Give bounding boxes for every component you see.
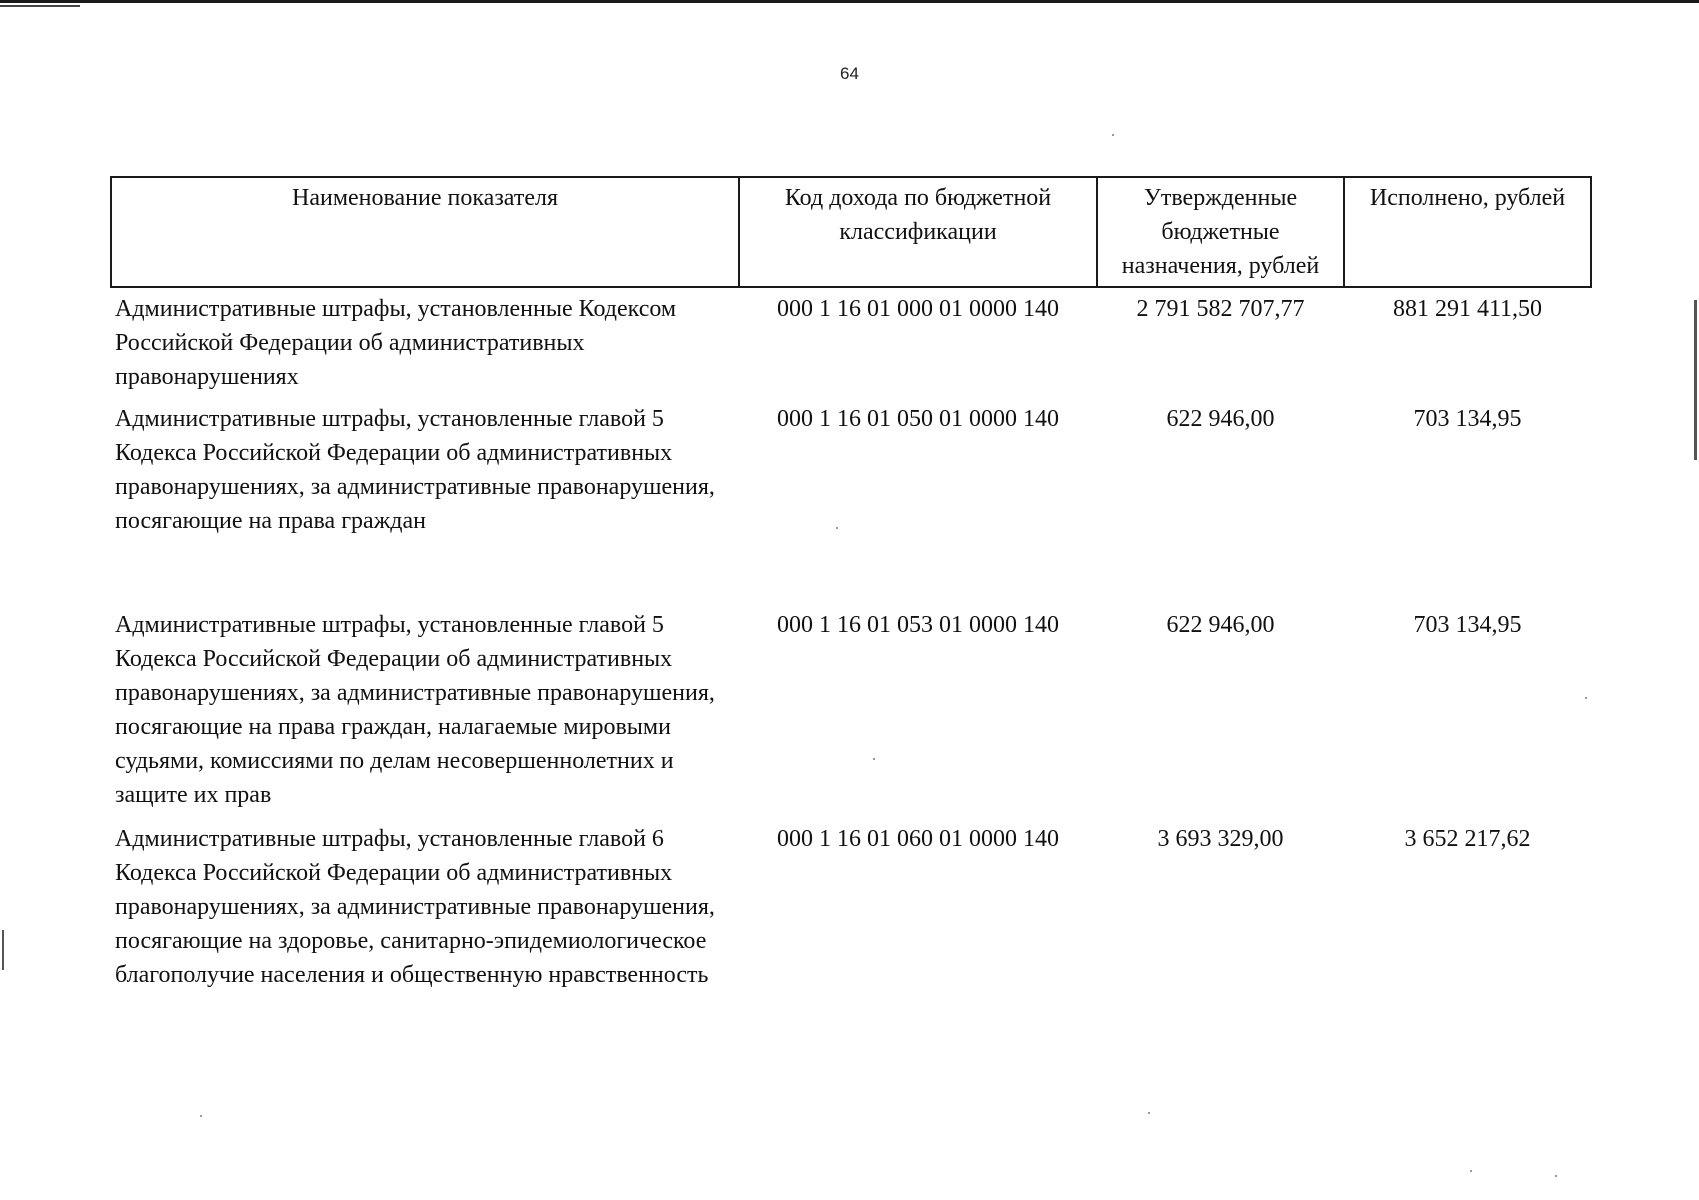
scan-speck (1585, 697, 1587, 699)
indicator-name: Административные штрафы, установленные главой 6 Кодекса Российской Федерации об административных правонарушениях, за административные правонарушения, посягающие на здоровье, санитарно-эпидемиологическое благополучие населения и общественную нравственность (115, 826, 715, 988)
scan-speck (1470, 1170, 1472, 1172)
executed-amount: 703 134,95 (1413, 612, 1522, 638)
header-approved-amount: Утвержденные бюджетные назначения, рублей (1097, 177, 1344, 287)
scan-speck (1555, 1175, 1557, 1177)
table-row (111, 822, 1591, 992)
table-header-row (111, 177, 1591, 287)
table-body (111, 287, 1591, 992)
scan-edge-mark (2, 930, 4, 970)
revenue-code: 000 1 16 01 000 01 0000 140 (777, 296, 1059, 322)
table-row (111, 608, 1591, 822)
scan-top-border (0, 0, 1699, 3)
table-row (111, 402, 1591, 608)
header-executed-amount: Исполнено, рублей (1344, 177, 1591, 287)
scan-speck (1148, 1112, 1150, 1114)
indicator-name: Административные штрафы, установленные Кодексом Российской Федерации об административных правонарушениях (115, 296, 677, 390)
scan-edge-mark (1694, 300, 1697, 460)
table-header (111, 177, 1591, 287)
approved-amount: 622 946,00 (1166, 612, 1275, 638)
scan-speck (200, 1115, 202, 1117)
revenue-code: 000 1 16 01 053 01 0000 140 (777, 612, 1059, 638)
table-row (111, 287, 1591, 402)
revenue-execution-table (110, 176, 1592, 992)
revenue-code: 000 1 16 01 050 01 0000 140 (777, 406, 1059, 432)
header-indicator-name: Наименование показателя (111, 177, 739, 287)
indicator-name: Административные штрафы, установленные главой 5 Кодекса Российской Федерации об административных правонарушениях, за административные правонарушения, посягающие на права граждан, налагаемые мировыми судьями, комиссиями по делам несовершеннолетних и защите их прав (115, 612, 715, 808)
scan-speck (873, 758, 875, 760)
revenue-code: 000 1 16 01 060 01 0000 140 (777, 826, 1059, 852)
scan-speck (1112, 134, 1114, 136)
indicator-name: Административные штрафы, установленные главой 5 Кодекса Российской Федерации об административных правонарушениях, за административные правонарушения, посягающие на права граждан (115, 406, 715, 534)
executed-amount: 881 291 411,50 (1392, 296, 1543, 322)
approved-amount: 2 791 582 707,77 (1136, 296, 1305, 322)
approved-amount: 622 946,00 (1166, 406, 1275, 432)
executed-amount: 703 134,95 (1413, 406, 1522, 432)
executed-amount: 3 652 217,62 (1404, 826, 1531, 852)
approved-amount: 3 693 329,00 (1157, 826, 1284, 852)
page-number: 64 (840, 64, 859, 83)
scan-top-border-fragment (0, 5, 80, 7)
header-revenue-code: Код дохода по бюджетной классификации (739, 177, 1097, 287)
scan-speck (836, 527, 838, 529)
